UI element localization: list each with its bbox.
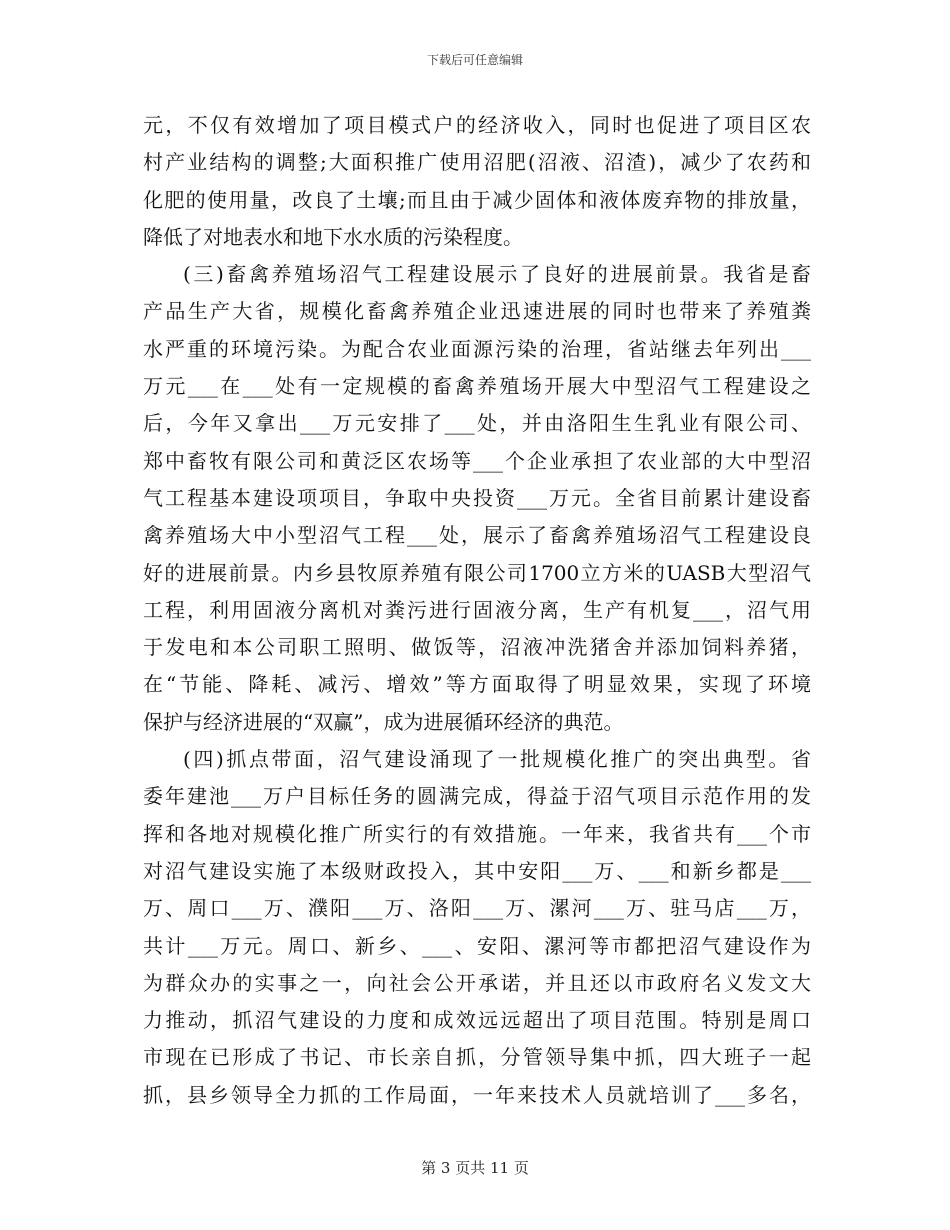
document-body — [143, 107, 811, 1114]
text-line: 对沼气建设实施了本级财政投入，其中安阳___万、___和新乡都是___ — [143, 858, 811, 883]
text-line: 为群众办的实事之一，向社会公开承诺，并且还以市政府名义发文大 — [143, 970, 811, 995]
text-line: 委年建池___万户目标任务的圆满完成，得益于沼气项目示范作用的发 — [143, 784, 811, 809]
text-line: 保护与经济进展的“双赢”，成为进展循环经济的典范。 — [143, 709, 624, 734]
page-footer: 第 3 页共 11 页 — [421, 1159, 529, 1177]
text-line: 化肥的使用量，改良了土壤;而且由于减少固体和液体废弃物的排放量， — [143, 187, 811, 212]
text-line: 好的进展前景。内乡县牧原养殖有限公司1700立方米的UASB大型沼气 — [143, 560, 811, 585]
text-line: 后，今年又拿出___万元安排了___处，并由洛阳生生乳业有限公司、 — [143, 411, 811, 436]
text-line: 郑中畜牧有限公司和黄泛区农场等___个企业承担了农业部的大中型沼 — [143, 448, 811, 473]
text-line: 产品生产大省，规模化畜禽养殖企业迅速进展的同时也带来了养殖粪 — [143, 299, 811, 324]
text-line: 于发电和本公司职工照明、做饭等，沼液冲洗猪舍并添加饲料养猪， — [143, 635, 811, 660]
text-line: 水严重的环境污染。为配合农业面源污染的治理，省站继去年列出___ — [143, 336, 811, 361]
text-line: 挥和各地对规模化推广所实行的有效措施。一年来，我省共有___个市 — [143, 821, 811, 846]
text-line: 工程，利用固液分离机对粪污进行固液分离，生产有机复___，沼气用 — [143, 597, 811, 622]
text-line: 万元___在___处有一定规模的畜禽养殖场开展大中型沼气工程建设之 — [143, 374, 811, 399]
text-line: 元，不仅有效增加了项目模式户的经济收入，同时也促进了项目区农 — [143, 113, 811, 137]
text-line: 降低了对地表水和地下水水质的污染程度。 — [143, 224, 523, 249]
text-line: (四)抓点带面，沼气建设涌现了一批规模化推广的突出典型。省 — [183, 747, 811, 772]
text-line: 村产业结构的调整;大面积推广使用沼肥(沼液、沼渣)，减少了农药和 — [143, 150, 811, 175]
text-line: 抓，县乡领导全力抓的工作局面，一年来技术人员就培训了___多名， — [143, 1082, 811, 1107]
text-line: 万、周口___万、濮阳___万、洛阳___万、漯河___万、驻马店___万， — [143, 896, 811, 921]
text-line: 市现在已形成了书记、市长亲自抓，分管领导集中抓，四大班子一起 — [143, 1045, 811, 1070]
text-line: 禽养殖场大中小型沼气工程___处，展示了畜禽养殖场沼气工程建设良 — [143, 523, 811, 548]
text-line: 共计___万元。周口、新乡、___、安阳、漯河等市都把沼气建设作为 — [143, 933, 811, 958]
text-line: 在“节能、降耗、减污、增效”等方面取得了明显效果，实现了环境 — [143, 672, 811, 697]
text-line: 气工程基本建设项项目，争取中央投资___万元。全省目前累计建设畜 — [143, 485, 811, 510]
text-line: (三)畜禽养殖场沼气工程建设展示了良好的进展前景。我省是畜 — [183, 262, 811, 287]
page-header: 下载后可任意编辑 — [426, 53, 523, 67]
text-line: 力推动，抓沼气建设的力度和成效远远超出了项目范围。特别是周口 — [143, 1008, 811, 1033]
